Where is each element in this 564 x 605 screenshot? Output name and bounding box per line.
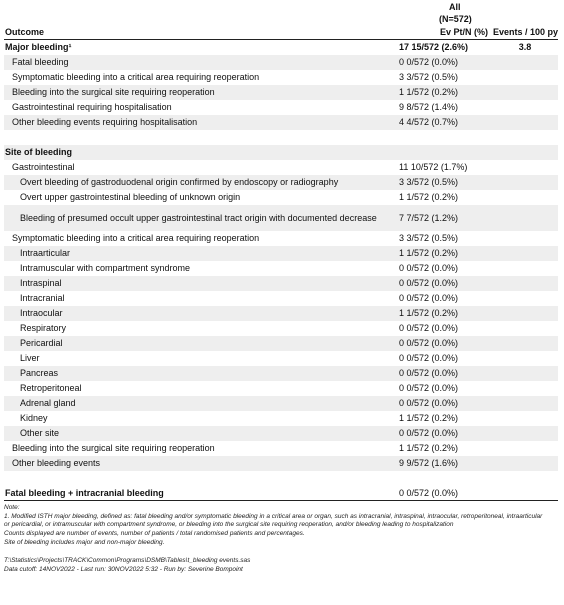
rate-value bbox=[492, 160, 558, 175]
ev-value: 0 0/572 (0.0%) bbox=[399, 293, 459, 303]
notes-lines bbox=[4, 513, 544, 548]
outcome-label: Other bleeding events bbox=[12, 458, 101, 468]
rate-value bbox=[492, 205, 558, 231]
table-row bbox=[4, 456, 558, 471]
table-row bbox=[4, 321, 558, 336]
rate-value bbox=[492, 70, 558, 85]
rate-value bbox=[492, 130, 558, 145]
rate-value bbox=[492, 306, 558, 321]
outcome-label: Retroperitoneal bbox=[20, 383, 82, 393]
ev-value bbox=[397, 145, 492, 160]
table-row bbox=[4, 231, 558, 246]
rate-value bbox=[492, 456, 558, 471]
outcome-label: Site of bleeding bbox=[5, 147, 73, 157]
rate-value bbox=[492, 441, 558, 456]
bleeding-table bbox=[4, 0, 558, 501]
table-row bbox=[4, 145, 558, 160]
table-row bbox=[4, 100, 558, 115]
rate-value bbox=[492, 175, 558, 190]
table-row bbox=[4, 396, 558, 411]
ev-value: 3 3/572 (0.5%) bbox=[399, 72, 459, 82]
notes-title: Note: bbox=[4, 504, 20, 511]
table-row bbox=[4, 486, 558, 501]
rate-value bbox=[492, 471, 558, 486]
table-body bbox=[4, 40, 558, 501]
rate-value bbox=[492, 426, 558, 441]
column-header-outcome: Outcome bbox=[4, 25, 397, 40]
rate-value bbox=[492, 321, 558, 336]
table-row bbox=[4, 336, 558, 351]
note-line: 1. Modified ISTH major bleeding, defined as: fatal bleeding and/or symptomatic bleeding in a critical area or organ, such as intracranial, intraspinal, intraocular, retroperitoneal, intraarticular or pericardial, or intramuscular with compartment syndrome, or bleeding into the surgical site requiring reoperation, and/or bleeding leading to hospitalization bbox=[4, 512, 543, 529]
ev-value bbox=[397, 130, 492, 145]
outcome-label: Symptomatic bleeding into a critical area requiring reoperation bbox=[12, 72, 260, 82]
table-row bbox=[4, 55, 558, 70]
rate-value bbox=[492, 246, 558, 261]
note-line: Site of bleeding includes major and non-major bleeding. bbox=[4, 538, 165, 546]
program-path: T:\Statistics\Projects\TRACK\Common\Programs\DSMB\Tables\t_bleeding events.sas bbox=[4, 556, 251, 564]
ev-value: 0 0/572 (0.0%) bbox=[399, 428, 459, 438]
ev-value: 1 1/572 (0.2%) bbox=[399, 308, 459, 318]
table-header bbox=[4, 0, 558, 40]
ev-value: 1 1/572 (0.2%) bbox=[399, 248, 459, 258]
group-n: (N=572) bbox=[439, 14, 472, 24]
ev-value: 1 1/572 (0.2%) bbox=[399, 443, 459, 453]
rate-value: 3.8 bbox=[518, 42, 532, 53]
outcome-label: Gastrointestinal bbox=[12, 162, 75, 172]
outcome-label: Other bleeding events requiring hospitalisation bbox=[12, 117, 198, 127]
outcome-label: Bleeding into the surgical site requiring reoperation bbox=[12, 87, 215, 97]
outcome-label: Intraarticular bbox=[20, 248, 71, 258]
table-row bbox=[4, 205, 558, 231]
ev-value: 4 4/572 (0.7%) bbox=[399, 117, 459, 127]
rate-value bbox=[492, 336, 558, 351]
ev-value: 0 0/572 (0.0%) bbox=[399, 263, 459, 273]
ev-value bbox=[397, 471, 492, 486]
outcome-label: Respiratory bbox=[20, 323, 67, 333]
outcome-label: Major bleeding¹ bbox=[5, 42, 72, 53]
outcome-label: Kidney bbox=[20, 413, 48, 423]
rate-value bbox=[492, 381, 558, 396]
ev-value: 17 15/572 (2.6%) bbox=[399, 42, 469, 53]
outcome-label bbox=[4, 130, 397, 145]
outcome-label: Symptomatic bleeding into a critical area requiring reoperation bbox=[12, 233, 260, 243]
footer bbox=[4, 556, 564, 574]
outcome-label: Intraocular bbox=[20, 308, 63, 318]
outcome-label: Pericardial bbox=[20, 338, 63, 348]
group-label: All bbox=[449, 1, 461, 12]
outcome-label: Gastrointestinal requiring hospitalisation bbox=[12, 102, 172, 112]
table-row bbox=[4, 366, 558, 381]
ev-value: 1 1/572 (0.2%) bbox=[399, 87, 459, 97]
rate-value bbox=[492, 366, 558, 381]
run-info: Data cutoff: 14NOV2022 - Last run: 30NOV2022 5:32 - Run by: Severine Bompoint bbox=[4, 565, 243, 573]
table-row bbox=[4, 115, 558, 130]
rate-value bbox=[492, 115, 558, 130]
outcome-label: Fatal bleeding bbox=[12, 57, 69, 67]
outcome-label: Intramuscular with compartment syndrome bbox=[20, 263, 191, 273]
table-row bbox=[4, 426, 558, 441]
table-row bbox=[4, 441, 558, 456]
table-row bbox=[4, 351, 558, 366]
rate-value bbox=[492, 145, 558, 160]
ev-value: 0 0/572 (0.0%) bbox=[399, 368, 459, 378]
outcome-label: Liver bbox=[20, 353, 40, 363]
ev-value: 0 0/572 (0.0%) bbox=[399, 398, 459, 408]
ev-value: 0 0/572 (0.0%) bbox=[399, 278, 459, 288]
ev-value: 3 3/572 (0.5%) bbox=[399, 233, 459, 243]
outcome-label bbox=[4, 471, 397, 486]
table-row bbox=[4, 381, 558, 396]
rate-value bbox=[492, 351, 558, 366]
ev-value: 11 10/572 (1.7%) bbox=[399, 162, 468, 172]
rate-value bbox=[492, 291, 558, 306]
ev-value: 0 0/572 (0.0%) bbox=[399, 383, 459, 393]
rate-value bbox=[492, 55, 558, 70]
notes-section bbox=[4, 504, 544, 548]
ev-value: 0 0/572 (0.0%) bbox=[399, 57, 459, 67]
outcome-label: Bleeding of presumed occult upper gastrointestinal tract origin with documented decrease bbox=[20, 212, 377, 223]
ev-value: 1 1/572 (0.2%) bbox=[399, 192, 459, 202]
table-row bbox=[4, 175, 558, 190]
rate-value bbox=[492, 411, 558, 426]
outcome-label: Overt bleeding of gastroduodenal origin confirmed by endoscopy or radiography bbox=[20, 177, 339, 187]
rate-value bbox=[492, 276, 558, 291]
rate-value bbox=[492, 190, 558, 205]
outcome-label: Other site bbox=[20, 428, 60, 438]
ev-value: 9 9/572 (1.6%) bbox=[399, 458, 459, 468]
table-row bbox=[4, 291, 558, 306]
ev-value: 0 0/572 (0.0%) bbox=[399, 338, 459, 348]
outcome-label: Fatal bleeding + intracranial bleeding bbox=[4, 486, 397, 501]
spacer-row bbox=[4, 130, 558, 145]
rate-value bbox=[492, 261, 558, 276]
outcome-label: Pancreas bbox=[20, 368, 59, 378]
table-row bbox=[4, 40, 558, 55]
outcome-label: Overt upper gastrointestinal bleeding of unknown origin bbox=[20, 192, 241, 202]
table-row bbox=[4, 261, 558, 276]
table-row bbox=[4, 276, 558, 291]
ev-value: 9 8/572 (1.4%) bbox=[399, 102, 459, 112]
ev-value: 7 7/572 (1.2%) bbox=[399, 212, 459, 223]
table-row bbox=[4, 411, 558, 426]
note-line: Counts displayed are number of events, number of patients / total randomised patients and percentages. bbox=[4, 530, 305, 538]
rate-value bbox=[492, 100, 558, 115]
rate-value bbox=[492, 231, 558, 246]
ev-value: 0 0/572 (0.0%) bbox=[397, 486, 492, 501]
outcome-label: Intraspinal bbox=[20, 278, 62, 288]
column-header-ev: Ev Pt/N (%) bbox=[397, 25, 492, 40]
table-row bbox=[4, 306, 558, 321]
column-header-rate: Events / 100 py bbox=[492, 25, 558, 40]
rate-value bbox=[492, 486, 558, 501]
rate-value bbox=[492, 396, 558, 411]
outcome-label: Intracranial bbox=[20, 293, 65, 303]
table-row bbox=[4, 190, 558, 205]
table-row bbox=[4, 246, 558, 261]
outcome-label: Adrenal gland bbox=[20, 398, 76, 408]
ev-value: 1 1/572 (0.2%) bbox=[399, 413, 459, 423]
outcome-label: Bleeding into the surgical site requiring reoperation bbox=[12, 443, 215, 453]
table-row bbox=[4, 70, 558, 85]
ev-value: 0 0/572 (0.0%) bbox=[399, 353, 459, 363]
ev-value: 3 3/572 (0.5%) bbox=[399, 177, 459, 187]
spacer-row bbox=[4, 471, 558, 486]
table-row bbox=[4, 160, 558, 175]
rate-value bbox=[492, 85, 558, 100]
ev-value: 0 0/572 (0.0%) bbox=[399, 323, 459, 333]
table-row bbox=[4, 85, 558, 100]
